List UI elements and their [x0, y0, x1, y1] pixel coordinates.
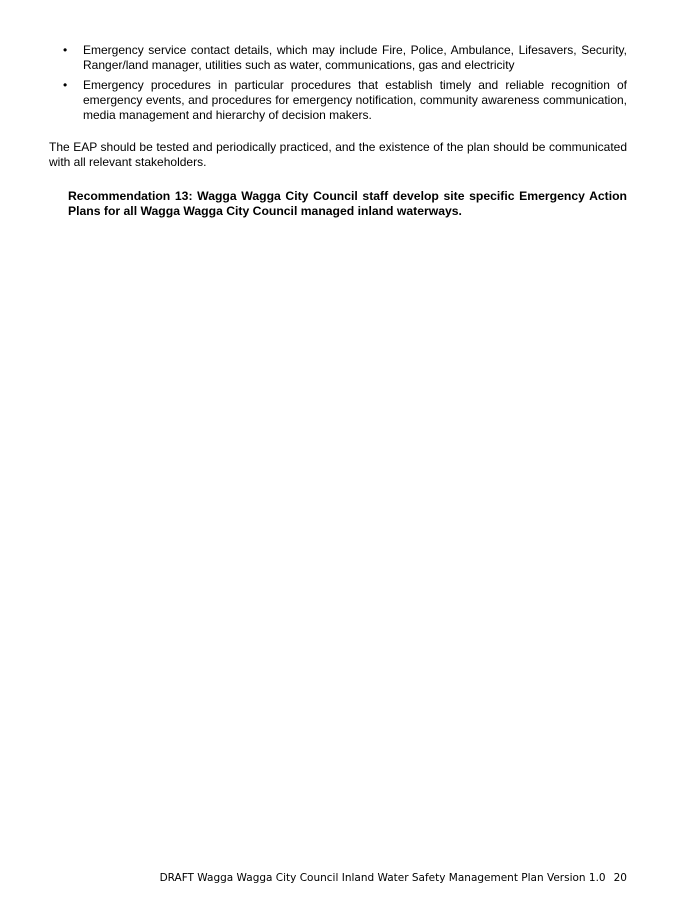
page-number: 20 [613, 872, 627, 884]
page-footer [160, 871, 627, 885]
bullet-item [49, 43, 627, 73]
bullet-point-icon: • [63, 43, 68, 57]
bullet-item [49, 78, 627, 123]
bullet-point-icon: • [63, 78, 68, 92]
recommendation-text: Recommendation 13: Wagga Wagga City Council staff develop site specific Emergency Action Plans for all Wagga Wagga City Council managed inland waterways. [68, 189, 627, 218]
footer-title: DRAFT Wagga Wagga City Council Inland Water Safety Management Plan Version 1.0 [159, 872, 606, 884]
bullet-text: Emergency procedures in particular procedures that establish timely and reliable recognition of emergency events, and procedures for emergency notification, community awareness communication, media management and hierarchy of decision makers. [83, 78, 627, 122]
body-paragraph: The EAP should be tested and periodically practiced, and the existence of the plan should be communicated with all relevant stakeholders. [49, 140, 627, 169]
bullet-text: Emergency service contact details, which may include Fire, Police, Ambulance, Lifesavers, Security, Ranger/land manager, utilities such as water, communications, gas and electricity [83, 43, 627, 72]
bullet-list [49, 43, 627, 128]
